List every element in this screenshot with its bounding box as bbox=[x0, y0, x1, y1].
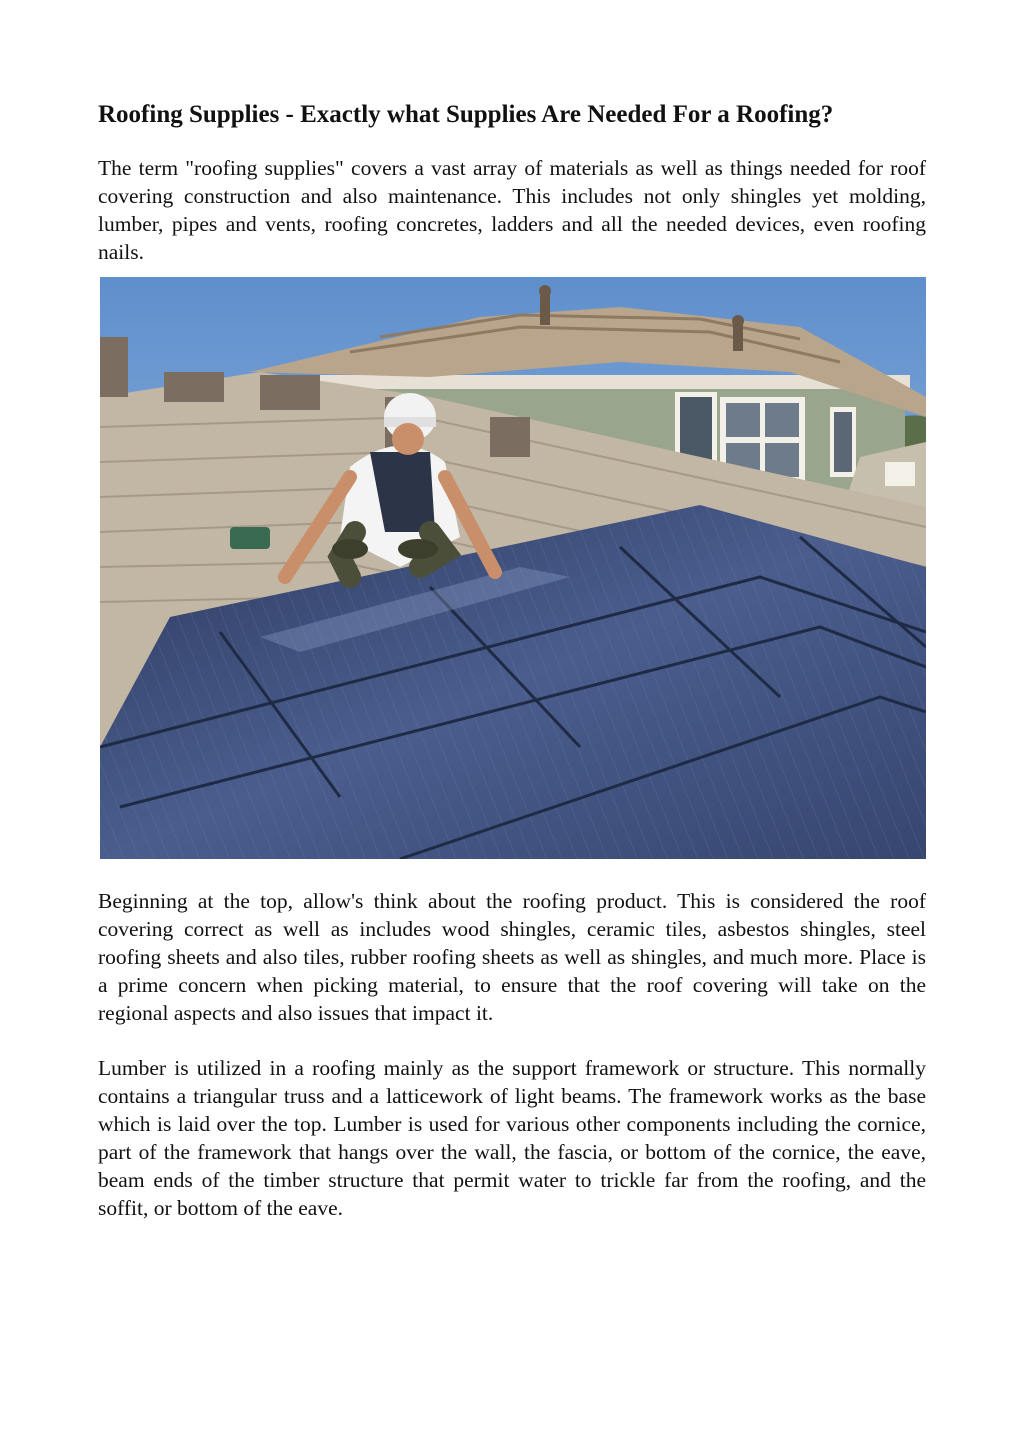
paragraph-roofing-product: Beginning at the top, allow's think about the roofing product. This is considered the roof covering correct as well as includes wood shingles, ceramic tiles, asbestos shingles, steel roofing sheets and also tiles, rubber roofing sheets as well as shingles, and much more. Place is a prime concern when picking material, to ensure that the roof covering will take on the regional aspects and also issues that impact it. bbox=[98, 889, 926, 1025]
paragraph-lumber: Lumber is utilized in a roofing mainly as the support framework or structure. This normally contains a triangular truss and a latticework of light beams. The framework works as the base which is laid over the top. Lumber is used for various other components including the cornice, part of the framework that hangs over the wall, the fascia, or bottom of the cornice, the eave, beam ends of the timber structure that permit water to trickle far from the roofing, and the soffit, or bottom of the eave. bbox=[98, 1056, 926, 1220]
page-title: Roofing Supplies - Exactly what Supplies Are Needed For a Roofing? bbox=[98, 101, 834, 128]
roofer-installing-solar-panels-photo bbox=[100, 277, 926, 859]
paragraph-intro: The term "roofing supplies" covers a vast array of materials as well as things needed for roof covering construction and also maintenance. This includes not only shingles yet molding, lumber, pipes and vents, roofing concretes, ladders and all the needed devices, even roofing nails. bbox=[98, 156, 926, 264]
